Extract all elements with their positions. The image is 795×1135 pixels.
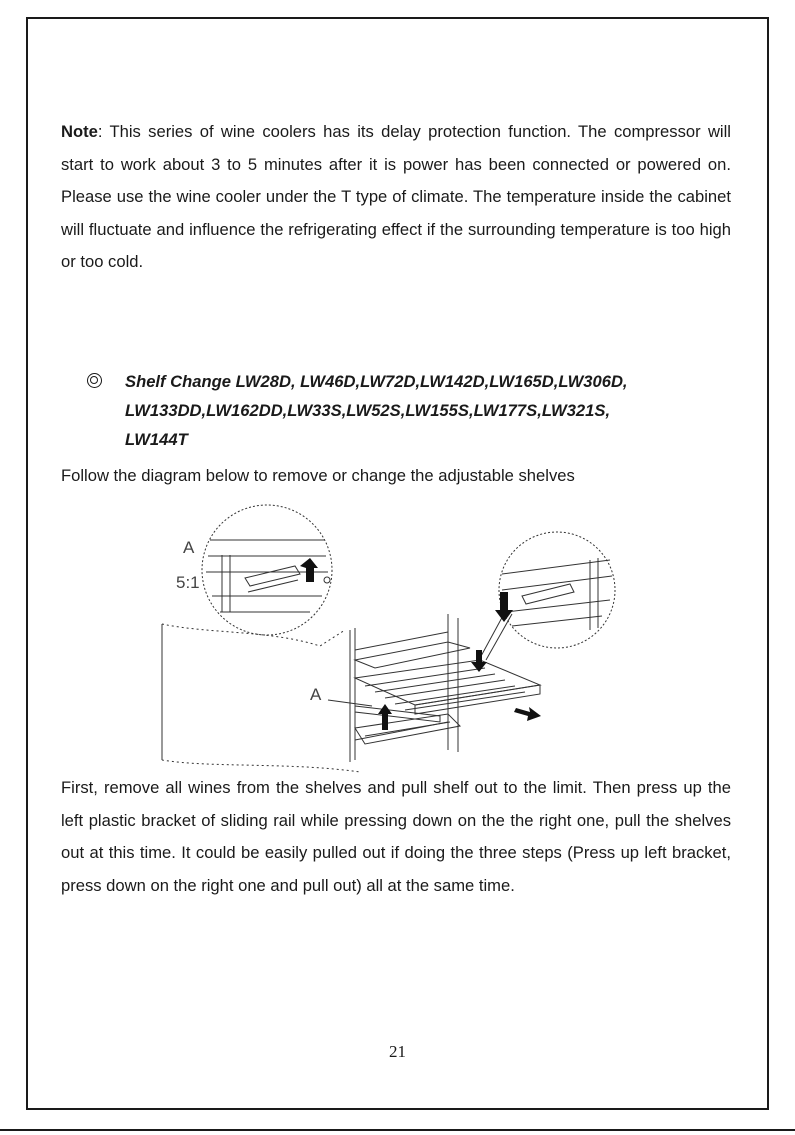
page-number: 21 bbox=[389, 1042, 406, 1061]
diagram-label-a-main: A bbox=[310, 685, 322, 704]
circle-bullet-icon bbox=[87, 373, 102, 388]
diagram-label-scale: 5:1 bbox=[176, 573, 200, 592]
instructions-paragraph: First, remove all wines from the shelves and pull shelf out to the limit. Then press up the left plastic bracket of sliding rail while pressing down on the the right one, pull the shelves out at this time. It could be easily pulled out if doing the three steps (Press up left bracket, press down on the right one and pull out) all at the same time. bbox=[61, 778, 731, 895]
diagram-label-a-detail: A bbox=[183, 538, 195, 557]
note-label: Note bbox=[61, 122, 98, 141]
shelf-removal-diagram bbox=[150, 500, 630, 775]
heading-line-1: Shelf Change LW28D, LW46D,LW72D,LW142D,LW165D,LW306D, bbox=[125, 372, 628, 391]
intro-text: Follow the diagram below to remove or change the adjustable shelves bbox=[61, 466, 575, 485]
heading-line-2: LW133DD,LW162DD,LW33S,LW52S,LW155S,LW177S,LW321S, bbox=[125, 401, 611, 420]
heading-line-3: LW144T bbox=[125, 430, 188, 449]
note-text: : This series of wine coolers has its delay protection function. The compressor will start to work about 3 to 5 minutes after it is power has been connected or powered on. Please use the wine cooler under the T type of climate. The temperature inside the cabinet will fluctuate and influence the refrigerating effect if the surrounding temperature is too high or too cold. bbox=[61, 122, 731, 271]
bottom-rule bbox=[0, 1129, 795, 1131]
note-paragraph bbox=[61, 116, 731, 279]
